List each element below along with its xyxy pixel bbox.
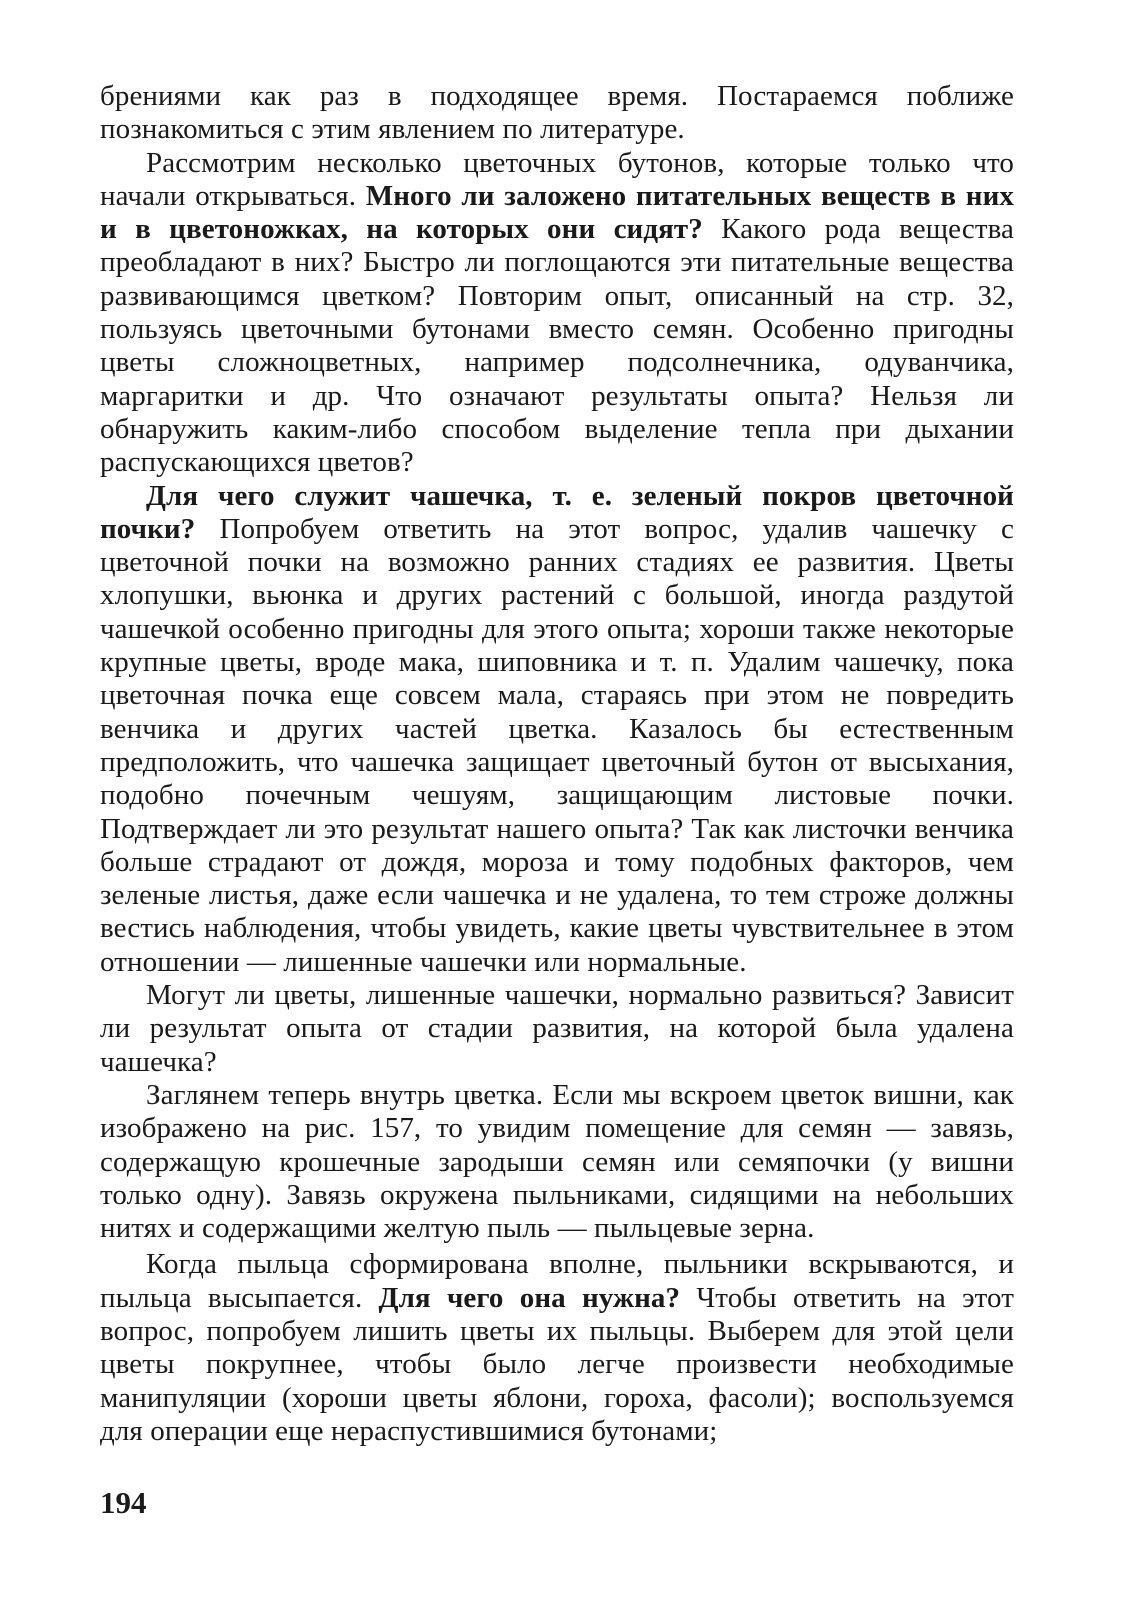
page-body: [100, 80, 1014, 1448]
paragraph-2-run-3: Какого рода вещества преобладают в них? Быстро ли поглощаются эти питательные вещества развивающимся цветком? Повторим опыт, описанный на стр. 32, пользуясь цветочными бутонами вместо семян. Особенно пригодны цветы сложноцветных, например подсолнечника, одуванчика, маргаритки и др. Что означают результаты опыта? Нельзя ли обнаружить каким-либо способом выделение тепла при дыхании распускающихся цветов?: [100, 213, 1014, 479]
page-number: 194: [100, 1485, 147, 1520]
paragraph-5: [100, 1079, 1014, 1245]
paragraph-5-run-1: Заглянем теперь внутрь цветка. Если мы вскроем цветок вишни, как изображено на рис. 157, то увидим помещение для семян — завязь, содержащую крошечные зародыши семян или семяпочки (у вишни только одну). Завязь окружена пыльниками, сидящими на небольших нитях и содержащими желтую пыль — пыльцевые зерна.: [100, 1078, 1014, 1245]
paragraph-2-bold-question: Много ли заложено питательных веществ в них и в цветоножках, на которых они сидят?: [100, 179, 1014, 246]
paragraph-6: [100, 1248, 1014, 1448]
text-column: [100, 80, 1014, 1448]
paragraph-6-bold-question: Для чего она нужна?: [378, 1281, 681, 1314]
paragraph-4-run-1: Могут ли цветы, лишенные чашечки, нормально развиться? Зависит ли результат опыта от стадии развития, на которой была удалена чашечка?: [100, 979, 1014, 1078]
paragraph-3-bold-question: Для чего служит чашечка, т. е. зеленый покров цветочной почки?: [100, 479, 1014, 545]
paragraph-1: [100, 80, 1014, 147]
paragraph-4: [100, 979, 1014, 1079]
paragraph-2: [100, 147, 1014, 480]
paragraph-1-run-1: брениями как раз в подходящее время. Постараемся поближе познакомиться с этим явлением по литературе.: [100, 80, 1014, 146]
paragraph-3: [100, 480, 1014, 979]
paragraph-2-run-1: Рассмотрим несколько цветочных бутонов, которые только что начали открываться.: [100, 146, 1014, 212]
paragraph-6-run-3: Чтобы ответить на этот вопрос, попробуем лишить цветы их пыльцы. Выберем для этой цели цветы покрупнее, чтобы было легче произвести необходимые манипуляции (хороши цветы яблони, гороха, фасоли); воспользуемся для операции еще нераспустившимися бутонами;: [100, 1281, 1014, 1447]
paragraph-6-run-1: Когда пыльца сформирована вполне, пыльники вскрываются, и пыльца высыпается.: [100, 1248, 1014, 1314]
paragraph-3-run-2: Попробуем ответить на этот вопрос, удалив чашечку с цветочной почки на возможно ранних стадиях ее развития. Цветы хлопушки, вьюнка и других растений с большой, иногда раздутой чашечкой особенно пригодны для этого опыта; хороши также некоторые крупные цветы, вроде мака, шиповника и т. п. Удалим чашечку, пока цветочная почка еще совсем мала, стараясь при этом не повредить венчика и других частей цветка. Казалось бы естественным предположить, что чашечка защищает цветочный бутон от высыхания, подобно почечным чешуям, защищающим листовые почки. Подтверждает ли это результат нашего опыта? Так как листочки венчика больше страдают от дождя, мороза и тому подобных факторов, чем зеленые листья, даже если чашечка и не удалена, то тем строже должны вестись наблюдения, чтобы увидеть, какие цветы чувствительнее в этом отношении — лишенные чашечки или нормальные.: [100, 512, 1014, 978]
